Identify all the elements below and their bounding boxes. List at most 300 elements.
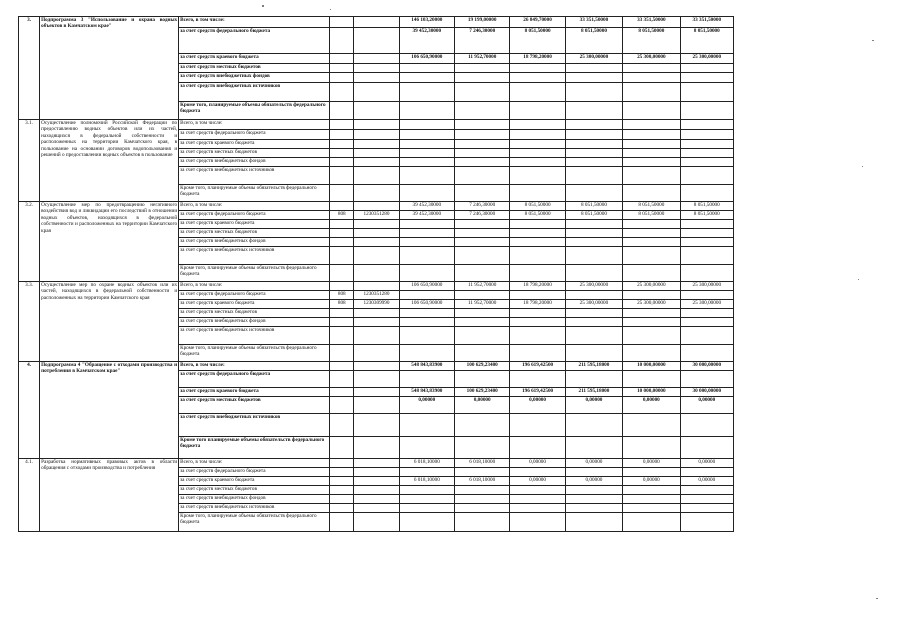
amount-cell [623, 102, 680, 120]
amount-cell [565, 318, 622, 327]
amount-cell: 25 300,00000 [680, 300, 733, 309]
amount-cell [623, 64, 680, 73]
amount-cell [455, 140, 510, 149]
funding-source: за счет средств федерального бюджета [179, 468, 330, 477]
amount-cell: 0,00000 [399, 397, 454, 414]
kbk-code-target [354, 83, 399, 102]
amount-cell [399, 185, 454, 202]
amount-cell [510, 371, 565, 388]
amount-cell [399, 414, 454, 437]
amount-cell: 211 595,18000 [565, 362, 622, 371]
kbk-code-grbs [330, 362, 354, 371]
amount-cell [455, 158, 510, 167]
amount-cell: 8 051,50000 [623, 202, 680, 211]
amount-cell [455, 327, 510, 345]
amount-cell [623, 345, 680, 362]
kbk-code-grbs [330, 28, 354, 54]
amount-cell [623, 149, 680, 158]
amount-cell [455, 265, 510, 282]
kbk-code-target [354, 202, 399, 211]
kbk-code-target [354, 414, 399, 437]
amount-cell [455, 247, 510, 265]
amount-cell [399, 238, 454, 247]
amount-cell [510, 158, 565, 167]
kbk-code-target [354, 167, 399, 185]
kbk-code-grbs [330, 327, 354, 345]
funding-source: Кроме того, планируемые объемы обязательств федерального бюджета [179, 265, 330, 282]
kbk-code-target [354, 397, 399, 414]
kbk-code-target [354, 468, 399, 477]
amount-cell [455, 220, 510, 229]
amount-cell: 26 849,70000 [510, 17, 565, 28]
kbk-code-grbs [330, 265, 354, 282]
amount-cell: 0,00000 [455, 397, 510, 414]
amount-cell: 8 051,50000 [680, 202, 733, 211]
amount-cell [680, 238, 733, 247]
kbk-code-target [354, 220, 399, 229]
amount-cell: 0,00000 [680, 397, 733, 414]
funding-source: за счет средств краевого бюджета [179, 388, 330, 397]
amount-cell [565, 167, 622, 185]
amount-cell [680, 229, 733, 238]
amount-cell [455, 414, 510, 437]
kbk-code-grbs [330, 414, 354, 437]
amount-cell [565, 73, 622, 83]
amount-cell: 25 300,00000 [623, 54, 680, 64]
amount-cell: 0,00000 [510, 397, 565, 414]
funding-source: Кроме того планируемые объемы обязательств федерального бюджета [179, 437, 330, 459]
amount-cell [680, 504, 733, 513]
amount-cell [623, 486, 680, 495]
amount-cell: 211 595,18000 [565, 388, 622, 397]
funding-source: Всего, в том числе: [179, 17, 330, 28]
amount-cell: 196 619,42500 [510, 388, 565, 397]
kbk-code-grbs [330, 247, 354, 265]
amount-cell: 0,00000 [680, 477, 733, 486]
amount-cell [565, 140, 622, 149]
amount-cell: 0,00000 [623, 477, 680, 486]
funding-source: за счет средств местных бюджетов [179, 149, 330, 158]
amount-cell [565, 149, 622, 158]
table-row [19, 282, 734, 291]
kbk-code-target [354, 345, 399, 362]
amount-cell [455, 64, 510, 73]
scan-speck [262, 5, 264, 7]
amount-cell: 6 018,10000 [399, 477, 454, 486]
kbk-code-grbs [330, 73, 354, 83]
amount-cell: 30 000,00000 [680, 362, 733, 371]
amount-cell [510, 318, 565, 327]
kbk-code-grbs [330, 229, 354, 238]
funding-source: за счет средств федерального бюджета [179, 371, 330, 388]
kbk-code-grbs: 808 [330, 291, 354, 300]
funding-source: за счет средств краевого бюджета [179, 477, 330, 486]
amount-cell [399, 327, 454, 345]
funding-source: за счет средств краевого бюджета [179, 220, 330, 229]
kbk-code-target [354, 495, 399, 504]
amount-cell [399, 468, 454, 477]
amount-cell [455, 102, 510, 120]
funding-source: Всего, в том числе: [179, 202, 330, 211]
amount-cell [565, 495, 622, 504]
funding-source: за счет средств внебюджетных фондов [179, 73, 330, 83]
scan-speck [330, 9, 331, 10]
amount-cell [399, 140, 454, 149]
amount-cell [565, 291, 622, 300]
amount-cell [623, 229, 680, 238]
amount-cell [680, 309, 733, 318]
amount-cell: 100 629,23400 [455, 388, 510, 397]
amount-cell [399, 495, 454, 504]
amount-cell [623, 504, 680, 513]
budget-table-body [19, 17, 734, 532]
kbk-code-target [354, 238, 399, 247]
amount-cell [399, 158, 454, 167]
funding-source: Всего, в том числе: [179, 459, 330, 468]
kbk-code-grbs [330, 158, 354, 167]
amount-cell [510, 309, 565, 318]
amount-cell: 33 351,50000 [623, 17, 680, 28]
funding-source: за счет средств внебюджетных источников [179, 327, 330, 345]
item-number: 4. [19, 362, 40, 459]
item-number: 3. [19, 17, 40, 120]
item-number: 3.2. [19, 202, 40, 282]
amount-cell [680, 64, 733, 73]
kbk-code-grbs [330, 495, 354, 504]
amount-cell [510, 247, 565, 265]
amount-cell: 8 051,50000 [510, 28, 565, 54]
amount-cell: 33 351,50000 [565, 17, 622, 28]
kbk-code-target [354, 149, 399, 158]
budget-table [18, 16, 734, 532]
amount-cell [455, 238, 510, 247]
amount-cell [510, 504, 565, 513]
amount-cell [510, 140, 565, 149]
amount-cell [565, 414, 622, 437]
amount-cell: 8 051,50000 [565, 211, 622, 220]
amount-cell [623, 265, 680, 282]
amount-cell [510, 495, 565, 504]
amount-cell [510, 185, 565, 202]
amount-cell [455, 468, 510, 477]
amount-cell: 33 351,50000 [680, 17, 733, 28]
kbk-code-grbs [330, 167, 354, 185]
amount-cell: 10 000,00000 [623, 388, 680, 397]
amount-cell [510, 513, 565, 532]
amount-cell [510, 291, 565, 300]
amount-cell: 8 051,50000 [623, 28, 680, 54]
amount-cell [399, 437, 454, 459]
kbk-code-target [354, 28, 399, 54]
amount-cell [680, 158, 733, 167]
amount-cell [680, 468, 733, 477]
item-name: Подпрограмма 3 "Использование и охрана водных объектов в Камчатском крае" [40, 17, 179, 120]
item-name: Подпрограмма 4 "Обращение с отходами производства и потребления в Камчатском крае" [40, 362, 179, 459]
funding-source: за счет средств местных бюджетов [179, 397, 330, 414]
amount-cell: 25 300,00000 [565, 282, 622, 291]
kbk-code-grbs [330, 120, 354, 130]
amount-cell: 18 798,20000 [510, 282, 565, 291]
amount-cell [623, 513, 680, 532]
table-row [19, 120, 734, 130]
amount-cell: 100 629,23400 [455, 362, 510, 371]
kbk-code-target [354, 158, 399, 167]
amount-cell [510, 437, 565, 459]
amount-cell [399, 220, 454, 229]
scan-speck [872, 40, 874, 41]
amount-cell [399, 371, 454, 388]
amount-cell [510, 265, 565, 282]
funding-source: Кроме того, планируемые объемы обязательств федерального бюджета [179, 513, 330, 532]
amount-cell [623, 318, 680, 327]
amount-cell [399, 64, 454, 73]
amount-cell: 18 798,20000 [510, 300, 565, 309]
funding-source: за счет средств внебюджетных фондов [179, 158, 330, 167]
amount-cell [510, 229, 565, 238]
kbk-code-target [354, 371, 399, 388]
kbk-code-target [354, 437, 399, 459]
kbk-code-target [354, 282, 399, 291]
amount-cell [510, 486, 565, 495]
kbk-code-grbs [330, 282, 354, 291]
amount-cell: 196 619,42500 [510, 362, 565, 371]
funding-source: за счет средств внебюджетных фондов [179, 495, 330, 504]
amount-cell [399, 486, 454, 495]
amount-cell: 11 952,70000 [455, 300, 510, 309]
funding-source: за счет средств краевого бюджета [179, 140, 330, 149]
table-row [19, 202, 734, 211]
amount-cell [455, 495, 510, 504]
kbk-code-target [354, 327, 399, 345]
amount-cell: 25 300,00000 [623, 282, 680, 291]
amount-cell [565, 130, 622, 140]
amount-cell [565, 238, 622, 247]
kbk-code-grbs [330, 504, 354, 513]
amount-cell [510, 102, 565, 120]
amount-cell [623, 83, 680, 102]
amount-cell [565, 83, 622, 102]
funding-source: за счет средств внебюджетных источников [179, 504, 330, 513]
amount-cell [680, 247, 733, 265]
amount-cell [623, 437, 680, 459]
amount-cell [399, 83, 454, 102]
amount-cell: 39 452,30000 [399, 211, 454, 220]
amount-cell: 25 300,00000 [623, 300, 680, 309]
funding-source: Всего, в том числе: [179, 362, 330, 371]
amount-cell: 6 018,10000 [455, 477, 510, 486]
amount-cell [565, 265, 622, 282]
funding-source: за счет средств местных бюджетов [179, 486, 330, 495]
kbk-code-target [354, 362, 399, 371]
amount-cell: 18 798,20000 [510, 54, 565, 64]
amount-cell: 0,00000 [510, 477, 565, 486]
amount-cell: 7 246,30000 [455, 211, 510, 220]
amount-cell: 39 452,30000 [399, 202, 454, 211]
amount-cell: 25 300,00000 [680, 54, 733, 64]
amount-cell [680, 102, 733, 120]
amount-cell [680, 130, 733, 140]
amount-cell [455, 130, 510, 140]
amount-cell [623, 371, 680, 388]
kbk-code-grbs [330, 130, 354, 140]
amount-cell: 0,00000 [680, 459, 733, 468]
amount-cell: 0,00000 [565, 397, 622, 414]
amount-cell [399, 504, 454, 513]
amount-cell [680, 73, 733, 83]
amount-cell: 106 650,90000 [399, 300, 454, 309]
amount-cell [680, 414, 733, 437]
kbk-code-target [354, 486, 399, 495]
kbk-code-grbs [330, 486, 354, 495]
amount-cell [399, 309, 454, 318]
amount-cell [399, 120, 454, 130]
amount-cell [565, 309, 622, 318]
kbk-code-grbs [330, 64, 354, 73]
amount-cell [680, 291, 733, 300]
amount-cell [680, 185, 733, 202]
amount-cell [510, 130, 565, 140]
amount-cell: 7 246,30000 [455, 202, 510, 211]
amount-cell [623, 130, 680, 140]
amount-cell: 8 051,50000 [510, 202, 565, 211]
kbk-code-grbs [330, 477, 354, 486]
amount-cell: 548 843,83900 [399, 362, 454, 371]
amount-cell [399, 291, 454, 300]
amount-cell [623, 495, 680, 504]
amount-cell: 8 051,50000 [623, 211, 680, 220]
kbk-code-target [354, 185, 399, 202]
kbk-code-target [354, 130, 399, 140]
amount-cell [565, 345, 622, 362]
amount-cell [510, 83, 565, 102]
amount-cell [623, 220, 680, 229]
amount-cell [455, 167, 510, 185]
amount-cell [399, 149, 454, 158]
kbk-code-grbs [330, 140, 354, 149]
kbk-code-target [354, 229, 399, 238]
amount-cell: 11 952,70000 [455, 54, 510, 64]
amount-cell [455, 371, 510, 388]
amount-cell [680, 265, 733, 282]
funding-source: Всего, в том числе: [179, 282, 330, 291]
funding-source: за счет средств местных бюджетов [179, 64, 330, 73]
amount-cell [680, 220, 733, 229]
amount-cell [510, 414, 565, 437]
amount-cell [455, 73, 510, 83]
amount-cell [623, 468, 680, 477]
amount-cell [623, 167, 680, 185]
kbk-code-grbs [330, 318, 354, 327]
amount-cell [680, 495, 733, 504]
kbk-code-target [354, 309, 399, 318]
amount-cell: 0,00000 [623, 397, 680, 414]
amount-cell [510, 468, 565, 477]
funding-source: за счет средств федерального бюджета [179, 28, 330, 54]
amount-cell [623, 309, 680, 318]
amount-cell [623, 185, 680, 202]
amount-cell [680, 318, 733, 327]
amount-cell [623, 73, 680, 83]
amount-cell: 106 650,90000 [399, 54, 454, 64]
amount-cell [399, 130, 454, 140]
funding-source: за счет средств местных бюджетов [179, 309, 330, 318]
amount-cell: 19 199,00000 [455, 17, 510, 28]
amount-cell [565, 185, 622, 202]
amount-cell [455, 120, 510, 130]
budget-table-sheet [18, 16, 734, 532]
amount-cell [680, 140, 733, 149]
kbk-code-target [354, 388, 399, 397]
amount-cell: 146 103,20000 [399, 17, 454, 28]
amount-cell [623, 238, 680, 247]
amount-cell [680, 486, 733, 495]
item-name: Осуществление мер по предотвращению негативного воздействия вод и ликвидации его последствий в отношении водных объектов, находящихся в федеральной собственности и расположенных на территории Камчатского края [40, 202, 179, 282]
funding-source: за счет средств местных бюджетов [179, 229, 330, 238]
kbk-code-grbs [330, 309, 354, 318]
amount-cell [565, 513, 622, 532]
funding-source: за счет средств федерального бюджета [179, 291, 330, 300]
kbk-code-target [354, 459, 399, 468]
table-row [19, 17, 734, 28]
kbk-code-grbs [330, 345, 354, 362]
amount-cell [510, 327, 565, 345]
amount-cell [455, 309, 510, 318]
kbk-code-target [354, 513, 399, 532]
kbk-code-target [354, 265, 399, 282]
kbk-code-grbs [330, 54, 354, 64]
funding-source: за счет средств внебюджетных фондов [179, 318, 330, 327]
amount-cell [565, 220, 622, 229]
kbk-code-grbs [330, 371, 354, 388]
funding-source: за счет средств внебюджетных источников [179, 414, 330, 437]
amount-cell: 11 952,70000 [455, 282, 510, 291]
funding-source: за счет средств федерального бюджета [179, 130, 330, 140]
item-name: Осуществление мер по охране водных объектов или их частей, находящихся в федеральной собственности и расположенных на территории Камчатского края [40, 282, 179, 362]
kbk-code-grbs [330, 83, 354, 102]
amount-cell [565, 102, 622, 120]
amount-cell: 8 051,50000 [565, 28, 622, 54]
kbk-code-grbs [330, 238, 354, 247]
amount-cell [455, 185, 510, 202]
kbk-code-target [354, 318, 399, 327]
kbk-code-grbs [330, 388, 354, 397]
amount-cell [565, 468, 622, 477]
kbk-code-grbs [330, 468, 354, 477]
amount-cell [455, 83, 510, 102]
amount-cell [623, 327, 680, 345]
amount-cell [455, 513, 510, 532]
scan-speck [858, 279, 859, 280]
funding-source: за счет средств внебюджетных источников [179, 247, 330, 265]
amount-cell [510, 73, 565, 83]
funding-source: Кроме того, планируемые объемы обязательств федерального бюджета [179, 345, 330, 362]
kbk-code-grbs [330, 185, 354, 202]
amount-cell [680, 437, 733, 459]
amount-cell: 39 452,30000 [399, 28, 454, 54]
funding-source: за счет средств внебюджетных источников [179, 83, 330, 102]
funding-source: за счет средств федерального бюджета [179, 211, 330, 220]
amount-cell [455, 504, 510, 513]
amount-cell [565, 504, 622, 513]
kbk-code-target [354, 120, 399, 130]
amount-cell [565, 371, 622, 388]
amount-cell [623, 414, 680, 437]
amount-cell: 8 051,50000 [510, 211, 565, 220]
item-name: Разработка нормативных правовых актов в области обращения с отходами производства и потребления [40, 459, 179, 532]
amount-cell: 0,00000 [565, 477, 622, 486]
amount-cell [399, 102, 454, 120]
kbk-code-target [354, 17, 399, 28]
